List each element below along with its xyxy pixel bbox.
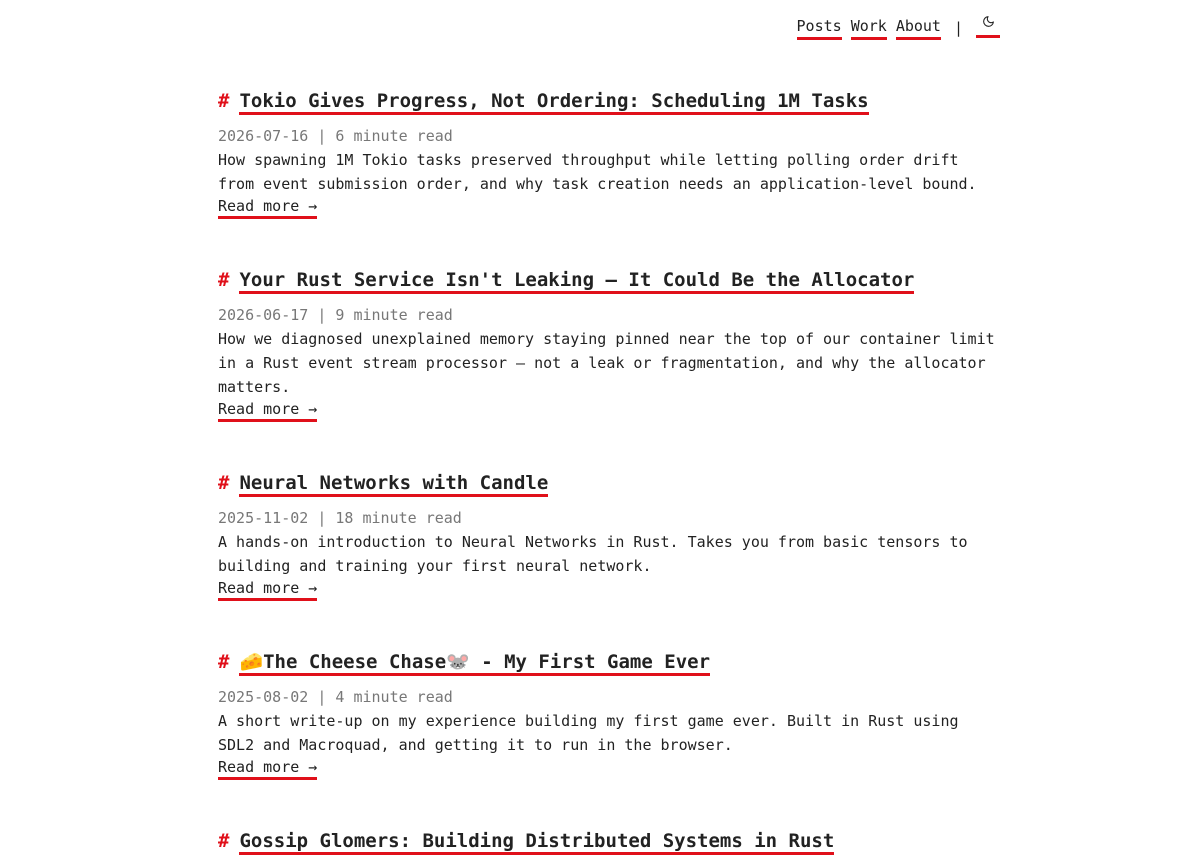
theme-toggle-button[interactable] [976,14,1000,38]
read-more-link[interactable]: Read more → [218,578,317,601]
nav-posts-link[interactable]: Posts [797,16,842,40]
title-hash: # [218,651,230,673]
post-title [218,468,1000,498]
post-title-link[interactable]: Gossip Glomers: Building Distributed Systems in Rust [239,830,834,855]
post-list [218,86,1000,856]
read-more-link[interactable]: Read more → [218,399,317,422]
read-more-link[interactable]: Read more → [218,196,317,219]
post-meta: 2025-08-02 | 4 minute read [218,688,453,706]
post-item [218,468,1000,601]
post-meta: 2026-07-16 | 6 minute read [218,127,453,145]
moon-icon [982,15,995,28]
title-hash: # [218,472,230,494]
top-nav [797,16,1000,40]
post-item [218,86,1000,219]
post-description: A short write-up on my experience building my first game ever. Built in Rust using SDL2 and Macroquad, and getting it to run in the browser. [218,712,959,754]
post-title [218,265,1000,295]
post-item [218,826,1000,856]
nav-separator: | [953,19,963,37]
post-item [218,265,1000,422]
post-meta: 2026-06-17 | 9 minute read [218,306,453,324]
nav-about-link[interactable]: About [896,16,941,40]
post-title-link[interactable]: Neural Networks with Candle [239,472,548,497]
post-description: A hands-on introduction to Neural Networks in Rust. Takes you from basic tensors to building and training your first neural network. [218,533,968,575]
post-meta: 2025-11-02 | 18 minute read [218,509,462,527]
title-hash: # [218,830,230,852]
post-description: How spawning 1M Tokio tasks preserved throughput while letting polling order drift from event submission order, and why task creation needs an application-level bound. [218,151,977,193]
post-description: How we diagnosed unexplained memory staying pinned near the top of our container limit in a Rust event stream processor — not a leak or fragmentation, and why the allocator matters. [218,330,995,396]
post-title-link[interactable]: 🧀The Cheese Chase🐭 - My First Game Ever [239,651,710,676]
post-title [218,647,1000,677]
nav-work-link[interactable]: Work [851,16,887,40]
title-hash: # [218,90,230,112]
post-title-link[interactable]: Tokio Gives Progress, Not Ordering: Scheduling 1M Tasks [239,90,868,115]
post-title-link[interactable]: Your Rust Service Isn't Leaking — It Could Be the Allocator [239,269,914,294]
post-title [218,826,1000,856]
read-more-link[interactable]: Read more → [218,757,317,780]
post-title [218,86,1000,116]
post-item [218,647,1000,780]
title-hash: # [218,269,230,291]
